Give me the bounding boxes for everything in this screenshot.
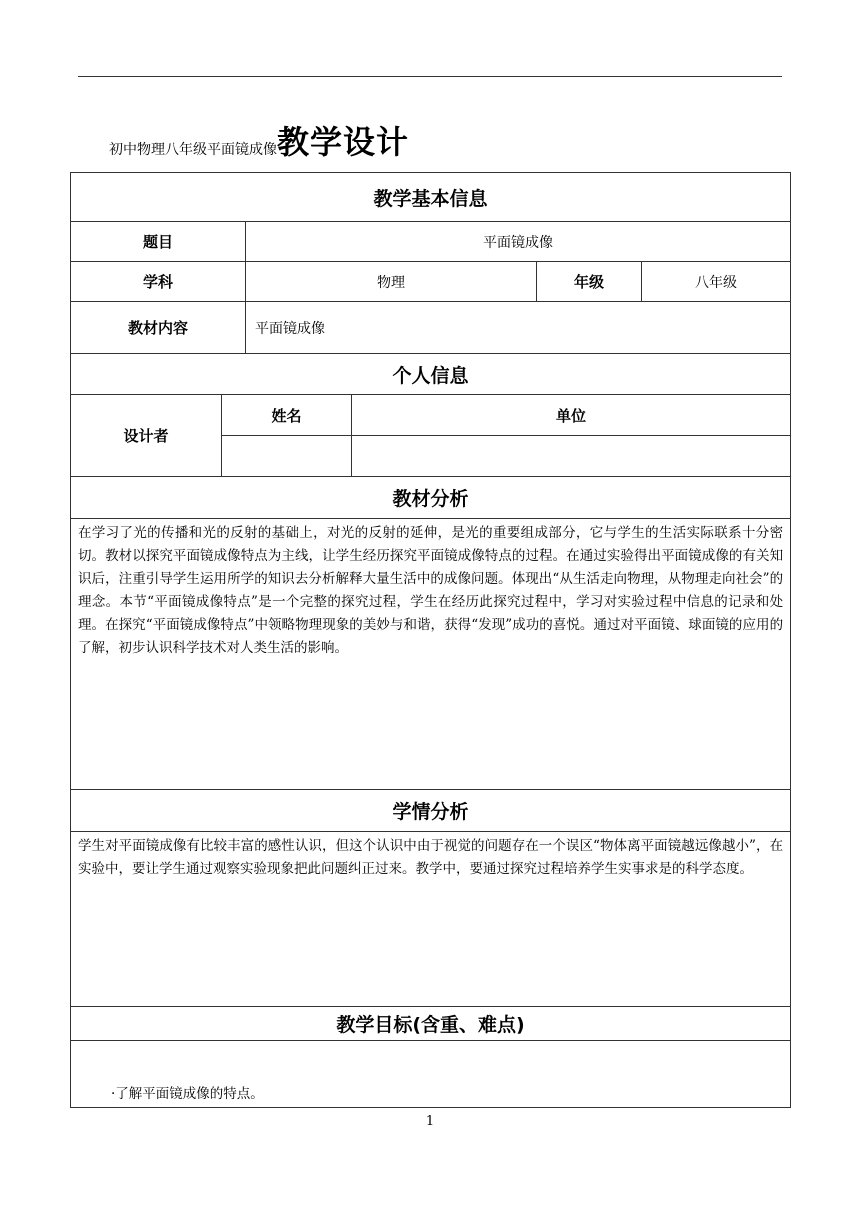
document-title [109, 118, 409, 162]
title-prefix: 初中物理八年级平面镜成像 [109, 142, 277, 158]
title-main: 教学设计 [277, 123, 410, 161]
subject-label: 学科 [71, 262, 246, 302]
textbook-analysis-heading: 教材分析 [71, 477, 791, 519]
grade-value: 八年级 [642, 262, 791, 302]
topic-value: 平面镜成像 [246, 222, 791, 262]
lesson-design-table [70, 172, 790, 1108]
unit-value [352, 436, 791, 477]
content-label: 教材内容 [71, 302, 246, 354]
page-number: 1 [425, 1114, 435, 1129]
grade-label: 年级 [537, 262, 642, 302]
subject-value: 物理 [246, 262, 537, 302]
student-analysis-text: 学生对平面镜成像有比较丰富的感性认识，但这个认识中由于视觉的问题存在一个误区“物体离平面镜越远像越小”，在实验中，要让学生通过观察实验现象把此问题纠正过来。教学中，要通过探究过程培养学生实事求是的科学态度。 [71, 832, 791, 1007]
textbook-analysis-text: 在学习了光的传播和光的反射的基础上，对光的反射的延伸，是光的重要组成部分，它与学生的生活实际联系十分密切。教材以探究平面镜成像特点为主线，让学生经历探究平面镜成像特点的过程。在通过实验得出平面镜成像的有关知识后，注重引导学生运用所学的知识去分析解释大量生活中的成像问题。体现出“从生活走向物理，从物理走向社会”的理念。本节“平面镜成像特点”是一个完整的探究过程，学生在经历此探究过程中，学习对实验过程中信息的记录和处理。在探究“平面镜成像特点”中领略物理现象的美妙与和谐，获得“发现”成功的喜悦。通过对平面镜、球面镜的应用的了解，初步认识科学技术对人类生活的影响。 [71, 519, 791, 790]
designer-label: 设计者 [71, 395, 222, 477]
name-label: 姓名 [222, 395, 352, 436]
objectives-heading: 教学目标(含重、难点) [71, 1007, 791, 1041]
name-value [222, 436, 352, 477]
topic-label: 题目 [71, 222, 246, 262]
objective-item: ·了解平面镜成像的特点。 [111, 1086, 264, 1102]
student-analysis-heading: 学情分析 [71, 790, 791, 832]
content-value: 平面镜成像 [246, 302, 791, 354]
header-rule [78, 76, 782, 77]
personal-info-heading: 个人信息 [71, 354, 791, 395]
basic-info-heading: 教学基本信息 [71, 173, 791, 222]
objectives-content [71, 1041, 791, 1108]
unit-label: 单位 [352, 395, 791, 436]
